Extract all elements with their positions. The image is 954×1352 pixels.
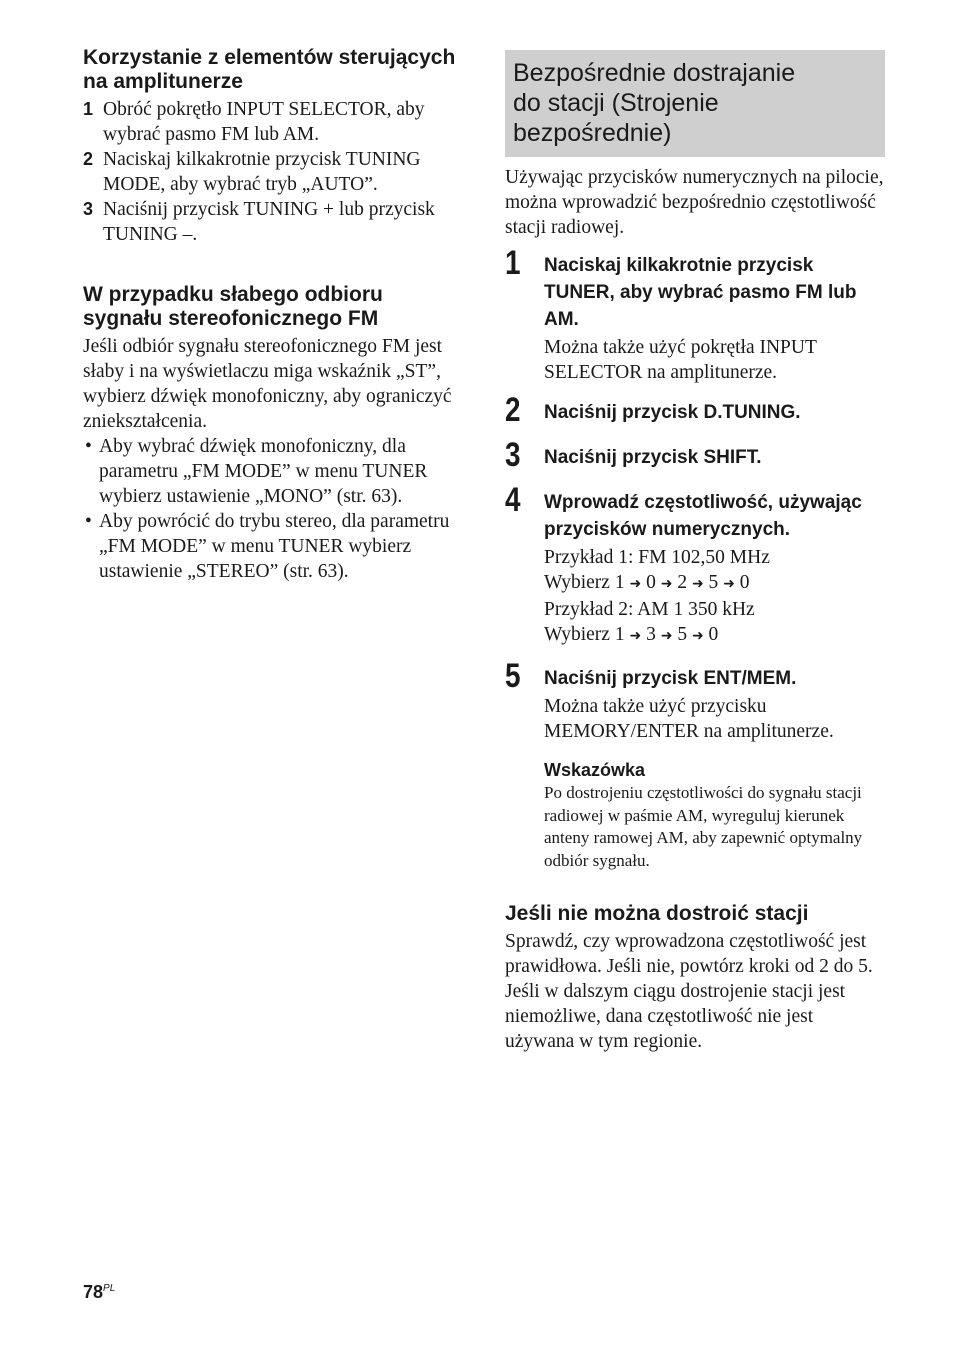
key-value: 3 [646, 624, 656, 645]
step-number: 5 [505, 657, 521, 695]
section-body: Sprawdź, czy wprowadzona częstotliwość jest prawidłowa. Jeśli nie, powtórz kroki od 2 do 5. Jeśli w dalszym ciągu dostrojenie stacji jest niemożliwe, dana częstotliwość nie jest używana w tym regionie. [505, 931, 873, 1052]
main-heading-box [505, 50, 885, 157]
section-title: Korzystanie z elementów sterujących na amplitunerze [83, 46, 456, 93]
step-title: Naciskaj kilkakrotnie przycisk TUNER, aby wybrać pasmo FM lub AM. [544, 255, 857, 330]
example-1: Przykład 1: FM 102,50 MHz [544, 547, 770, 568]
step-title: Naciśnij przycisk ENT/MEM. [544, 668, 797, 689]
list-item [83, 509, 468, 584]
step-1 [505, 244, 885, 385]
section-title: W przypadku słabego odbioru sygnału stereofonicznego FM [83, 283, 383, 330]
step-description [544, 545, 885, 649]
arrow-right-icon: ➜ [629, 629, 642, 644]
arrow-right-icon: ➜ [691, 629, 704, 644]
select-label: Wybierz [544, 572, 610, 593]
example-2: Przykład 2: AM 1 350 kHz [544, 599, 755, 620]
section-body: Jeśli odbiór sygnału stereofonicznego FM jest słaby i na wyświetlaczu miga wskaźnik „ST”, wybierz dźwięk monofoniczny, aby ograniczyć zniekształcenia. [83, 336, 452, 432]
bullet-icon: • [85, 436, 92, 457]
key-value: 0 [708, 624, 719, 645]
key-value: 0 [739, 572, 750, 593]
intro-text: Używając przycisków numerycznych na pilocie, można wprowadzić bezpośrednio częstotliwość stacji radiowej. [505, 167, 884, 238]
heading-line: bezpośrednie) [513, 119, 672, 147]
key-value: 5 [677, 624, 688, 645]
left-column [83, 46, 468, 584]
list-item [83, 147, 468, 197]
step-text: Obróć pokrętło INPUT SELECTOR, aby wybrać pasmo FM lub AM. [103, 99, 425, 145]
tip-text: Po dostrojeniu częstotliwości do sygnału stacji radiowej w paśmie AM, wyreguluj kierunek anteny ramowej AM, aby zapewnić optymalny odbiór sygnału. [544, 783, 863, 870]
key-value: 1 [614, 624, 625, 645]
step-4 [505, 481, 885, 649]
arrow-right-icon: ➜ [723, 577, 735, 592]
page-number [83, 1282, 115, 1303]
section-title: Jeśli nie można dostroić stacji [505, 902, 809, 925]
key-value: 5 [708, 572, 719, 593]
step-number: 1 [505, 244, 521, 282]
key-sequence-2 [544, 622, 885, 649]
step-title: Naciśnij przycisk SHIFT. [544, 447, 762, 468]
step-text: Naciskaj kilkakrotnie przycisk TUNING MODE, aby wybrać tryb „AUTO”. [103, 149, 421, 195]
section-weak-fm-reception [83, 283, 468, 584]
page-number-value: 78 [83, 1282, 104, 1302]
arrow-right-icon: ➜ [660, 629, 673, 644]
step-description: Można także użyć przycisku MEMORY/ENTER na amplitunerze. [544, 696, 834, 742]
step-number: 1 [83, 99, 94, 119]
step-3 [505, 436, 885, 474]
locale-label: PL [103, 1283, 116, 1294]
bullet-text: Aby powrócić do trybu stereo, dla parametru „FM MODE” w menu TUNER wybierz ustawienie „STEREO” (str. 63). [99, 511, 450, 582]
arrow-right-icon: ➜ [691, 577, 704, 592]
step-title: Naciśnij przycisk D.TUNING. [544, 402, 801, 423]
key-value: 2 [677, 572, 688, 593]
select-label: Wybierz [544, 624, 610, 645]
step-2 [505, 391, 885, 429]
heading-line: Bezpośrednie dostrajanie [513, 59, 796, 87]
key-value: 0 [646, 572, 656, 593]
step-5 [505, 657, 885, 872]
list-item [83, 434, 468, 509]
list-item [83, 97, 468, 147]
step-number: 4 [505, 481, 521, 519]
bullet-icon: • [85, 511, 92, 532]
step-number: 2 [83, 149, 94, 169]
right-column [505, 50, 885, 1054]
key-sequence-1 [544, 570, 885, 597]
bullet-text: Aby wybrać dźwięk monofoniczny, dla parametru „FM MODE” w menu TUNER wybierz ustawienie „MONO” (str. 63). [99, 436, 428, 507]
step-number: 2 [505, 391, 521, 429]
list-item [83, 197, 468, 247]
arrow-right-icon: ➜ [629, 577, 642, 592]
step-number: 3 [83, 199, 94, 219]
step-text: Naciśnij przycisk TUNING + lub przycisk TUNING –. [103, 199, 435, 245]
section-cannot-tune [505, 902, 885, 1054]
numbered-steps [83, 97, 468, 247]
heading-line: do stacji (Strojenie [513, 89, 719, 117]
tip-title: Wskazówka [544, 760, 646, 780]
step-title: Wprowadź częstotliwość, używając przycisków numerycznych. [544, 492, 862, 540]
section-controls-on-receiver [83, 46, 468, 247]
step-description: Można także użyć pokrętła INPUT SELECTOR na amplitunerze. [544, 337, 817, 383]
step-number: 3 [505, 436, 521, 474]
arrow-right-icon: ➜ [660, 577, 673, 592]
key-value: 1 [614, 572, 625, 593]
